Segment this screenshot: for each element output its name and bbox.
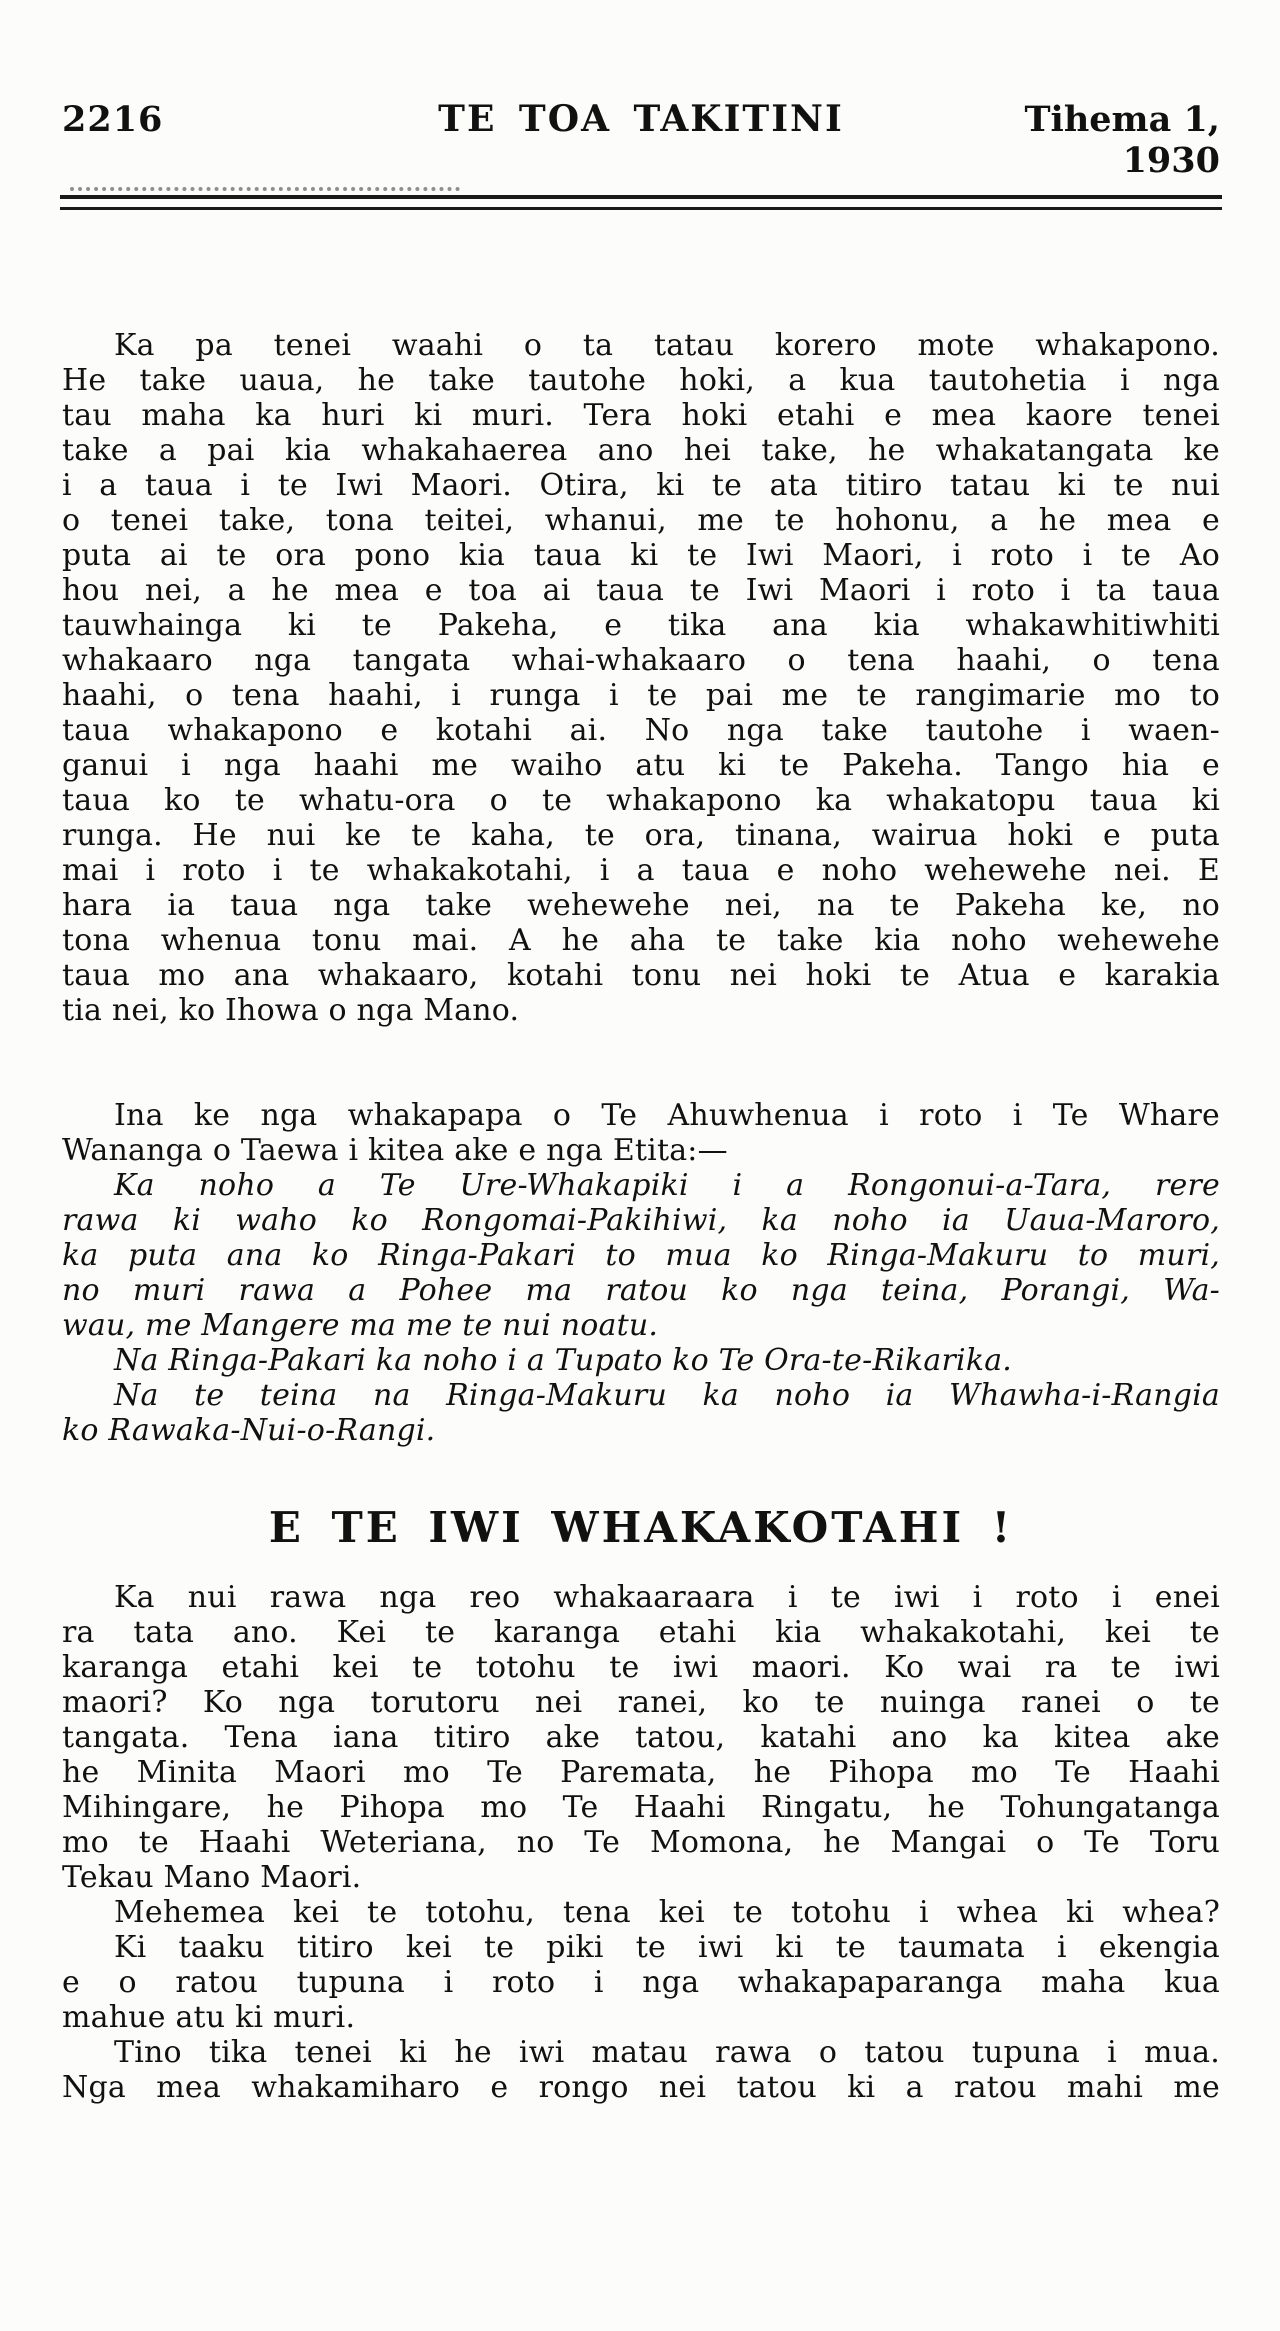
article-body: [62, 328, 1220, 2105]
text-line: o tenei take, tona teitei, whanui, me te hohonu, a he mea e: [62, 503, 1220, 538]
paragraph-6: [62, 2035, 1220, 2105]
whakapapa-paragraph-3: [62, 1378, 1220, 1448]
text-line: take a pai kia whakahaerea ano hei take, he whakatangata ke: [62, 433, 1220, 468]
text-line: hara ia taua nga take wehewehe nei, na te Pakeha ke, no: [62, 888, 1220, 923]
text-line: he Minita Maori mo Te Paremata, he Pihopa mo Te Haahi: [62, 1755, 1220, 1790]
text-line: i a taua i te Iwi Maori. Otira, ki te ata titiro tatau ki te nui: [62, 468, 1220, 503]
text-line: rawa ki waho ko Rongomai-Pakihiwi, ka noho ia Uaua-Maroro,: [62, 1203, 1220, 1238]
text-line: whakaaro nga tangata whai-whakaaro o tena haahi, o tena: [62, 643, 1220, 678]
text-line: e o ratou tupuna i roto i nga whakapaparanga maha kua: [62, 1965, 1220, 2000]
paragraph-3: [62, 1580, 1220, 1895]
text-line: Ki taaku titiro kei te piki te iwi ki te taumata i ekengia: [114, 1930, 1220, 1965]
text-line: tangata. Tena iana titiro ake tatou, katahi ano ka kitea ake: [62, 1720, 1220, 1755]
text-line: ko Rawaka-Nui-o-Rangi.: [62, 1413, 436, 1448]
text-line: Tino tika tenei ki he iwi matau rawa o tatou tupuna i mua.: [114, 2035, 1220, 2070]
text-line: no muri rawa a Pohee ma ratou ko nga teina, Porangi, Wa-: [62, 1273, 1220, 1308]
text-line: Wananga o Taewa i kitea ake e nga Etita:—: [62, 1133, 728, 1168]
text-line: runga. He nui ke te kaha, te ora, tinana, wairua hoki e puta: [62, 818, 1220, 853]
masthead: [0, 0, 1280, 181]
text-line: tia nei, ko Ihowa o nga Mano.: [62, 993, 520, 1028]
text-line: Tekau Mano Maori.: [62, 1860, 362, 1895]
text-line: Ka pa tenei waahi o ta tatau korero mote whakapono.: [114, 328, 1220, 363]
section-heading: E TE IWI WHAKAKOTAHI !: [268, 1503, 1014, 1552]
text-line: hou nei, a he mea e toa ai taua te Iwi Maori i roto i ta taua: [62, 573, 1220, 608]
newspaper-title: TE TOA TAKITINI: [438, 98, 844, 140]
text-line: He take uaua, he take tautohe hoki, a kua tautohetia i nga: [62, 363, 1220, 398]
paragraph-5: [62, 1930, 1220, 2035]
text-line: ganui i nga haahi me waiho atu ki te Pakeha. Tango hia e: [62, 748, 1220, 783]
text-line: puta ai te ora pono kia taua ki te Iwi Maori, i roto i te Ao: [62, 538, 1220, 573]
text-line: Mehemea kei te totohu, tena kei te totohu i whea ki whea?: [114, 1895, 1220, 1930]
whakapapa-paragraph-2: [62, 1343, 1220, 1378]
text-line: taua mo ana whakaaro, kotahi tonu nei hoki te Atua e karakia: [62, 958, 1220, 993]
text-line: tauwhainga ki te Pakeha, e tika ana kia whakawhitiwhiti: [62, 608, 1220, 643]
text-line: Ka nui rawa nga reo whakaaraara i te iwi i roto i enei: [114, 1580, 1220, 1615]
text-line: karanga etahi kei te totohu te iwi maori. Ko wai ra te iwi: [62, 1650, 1220, 1685]
paragraph-2: [62, 1098, 1220, 1168]
text-line: tona whenua tonu mai. A he aha te take kia noho wehewehe: [62, 923, 1220, 958]
text-line: Ina ke nga whakapapa o Te Ahuwhenua i roto i Te Whare: [114, 1098, 1220, 1133]
text-line: wau, me Mangere ma me te nui noatu.: [62, 1308, 659, 1343]
paragraph-1: [62, 328, 1220, 1028]
text-line: Mihingare, he Pihopa mo Te Haahi Ringatu, he Tohungatanga: [62, 1790, 1220, 1825]
page-number: 2216: [62, 99, 164, 140]
text-line: mai i roto i te whakakotahi, i a taua e noho wehewehe nei. E: [62, 853, 1220, 888]
text-line: Ka noho a Te Ure-Whakapiki i a Rongonui-a-Tara, rere: [114, 1168, 1220, 1203]
text-line: taua ko te whatu-ora o te whakapono ka whakatopu taua ki: [62, 783, 1220, 818]
text-line: ka puta ana ko Ringa-Pakari to mua ko Ringa-Makuru to muri,: [62, 1238, 1220, 1273]
issue-date: Tihema 1, 1930: [1024, 99, 1220, 181]
text-line: mo te Haahi Weteriana, no Te Momona, he Mangai o Te Toru: [62, 1825, 1220, 1860]
text-line: tau maha ka huri ki muri. Tera hoki etahi e mea kaore tenei: [62, 398, 1220, 433]
text-line: Na te teina na Ringa-Makuru ka noho ia Whawha-i-Rangia: [114, 1378, 1220, 1413]
text-line: Na Ringa-Pakari ka noho i a Tupato ko Te Ora-te-Rikarika.: [114, 1343, 1013, 1378]
header-double-rule: [60, 195, 1222, 210]
paragraph-4: [62, 1895, 1220, 1930]
header-rule-wrap: [60, 195, 1222, 210]
text-line: maori? Ko nga torutoru nei ranei, ko te nuinga ranei o te: [62, 1685, 1220, 1720]
text-line: mahue atu ki muri.: [62, 2000, 356, 2035]
scan-artifact: [70, 183, 460, 191]
text-line: Nga mea whakamiharo e rongo nei tatou ki a ratou mahi me: [62, 2070, 1220, 2105]
text-line: haahi, o tena haahi, i runga i te pai me te rangimarie mo to: [62, 678, 1220, 713]
text-line: taua whakapono e kotahi ai. No nga take tautohe i waen-: [62, 713, 1220, 748]
text-line: ra tata ano. Kei te karanga etahi kia whakakotahi, kei te: [62, 1615, 1220, 1650]
whakapapa-paragraph-1: [62, 1168, 1220, 1343]
